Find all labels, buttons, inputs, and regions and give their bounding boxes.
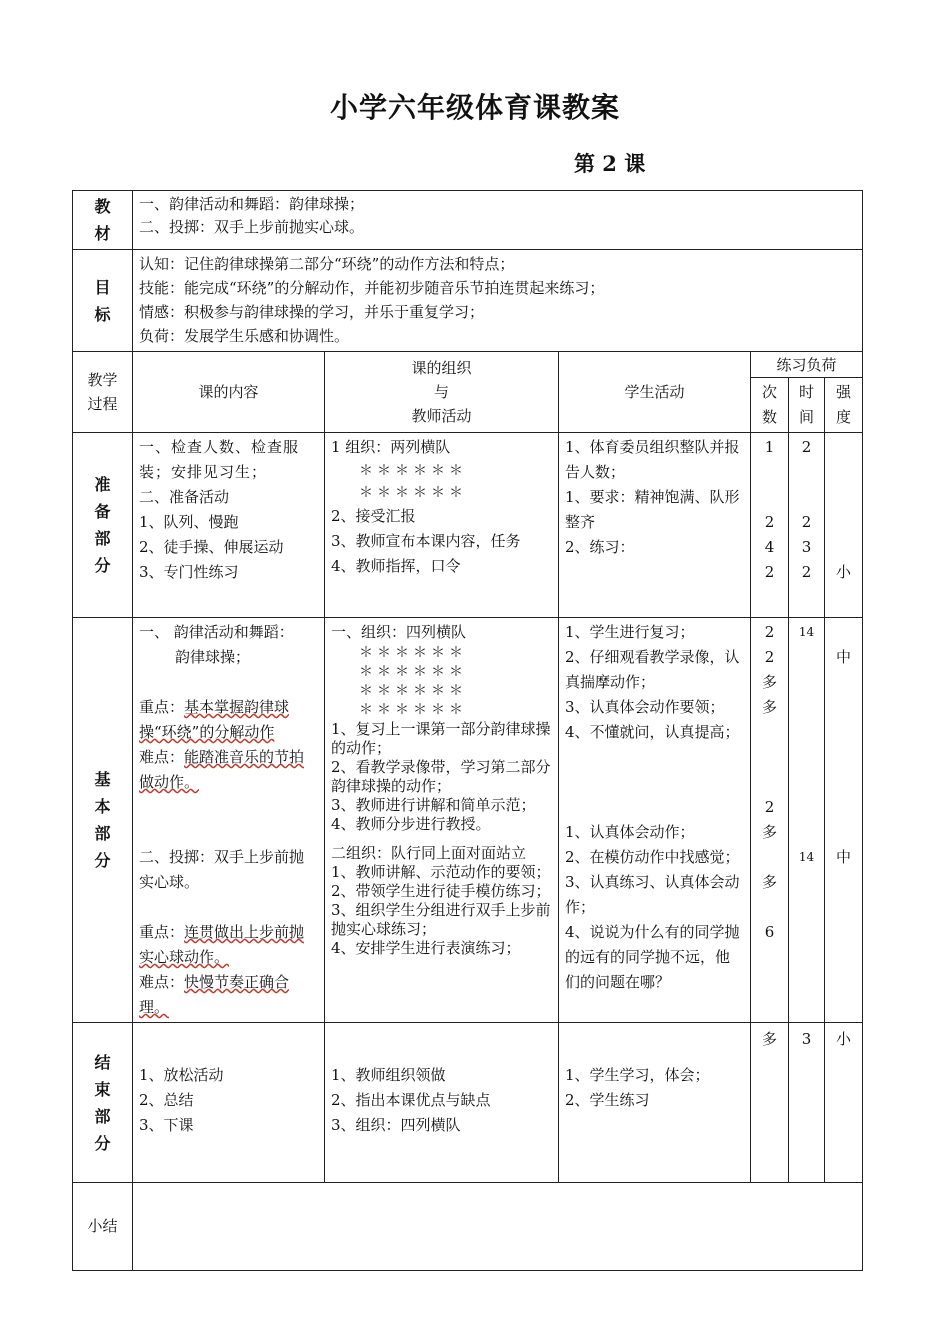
- prep-intensity: 小: [825, 433, 863, 618]
- org-line: 2、指出本课优点与缺点: [331, 1091, 491, 1109]
- prep-student-activity: [559, 433, 751, 618]
- content-line: 一、 韵律活动和舞蹈：: [139, 623, 294, 641]
- student-line: 1、要求：精神饱满、队形整齐: [565, 488, 740, 531]
- goal-label: 目 标: [73, 250, 133, 352]
- org-line: 1、复习上一课第一部分韵律球操的动作；: [331, 720, 551, 757]
- end-intensity: 小: [825, 1023, 863, 1183]
- header-duration: 时 间: [789, 378, 825, 433]
- basic-organization: [325, 618, 559, 1023]
- formation-stars: ＊＊＊＊＊＊: [359, 702, 467, 718]
- header-organization: 课的组织 与 教师活动: [325, 352, 559, 433]
- content-line: 1、队列、慢跑: [139, 513, 239, 531]
- student-line: 1、认真体会动作；: [565, 823, 695, 841]
- content-line: 一、检查人数、检查服装；安排见习生；: [139, 438, 300, 481]
- end-duration: 3: [789, 1023, 825, 1183]
- org-line: 1、教师讲解、示范动作的要领；: [331, 863, 551, 881]
- material-content: [133, 191, 863, 250]
- org-line: 3、组织：四列横队: [331, 1116, 461, 1134]
- difficulty-a: 难点：能踏准音乐的节拍做动作。: [139, 748, 305, 791]
- header-row: [73, 352, 863, 378]
- difficulty-b: 难点：快慢节奏正确合理。: [139, 973, 290, 1016]
- end-section-label: 结 束 部 分: [73, 1023, 133, 1183]
- goal-content: [133, 250, 863, 352]
- student-line: 3、认真体会动作要领；: [565, 698, 725, 716]
- basic-content: [133, 618, 325, 1023]
- org-line: 4、教师分步进行教授。: [331, 815, 491, 833]
- org-line: 1 组织：两列横队: [331, 438, 451, 456]
- goal-row: [73, 250, 863, 352]
- basic-section-label: 基 本 部 分: [73, 618, 133, 1023]
- org-line: 2、看教学录像带，学习第二部分韵律球操的动作；: [331, 758, 551, 795]
- page-title: 小学六年级体育课教案: [329, 91, 620, 124]
- goal-line: 情感：积极参与韵律球操的学习，并乐于重复学习；: [139, 303, 485, 321]
- prep-times: 1 2 4 2: [751, 433, 789, 618]
- student-line: 2、学生练习: [565, 1091, 650, 1109]
- content-line: 2、总结: [139, 1091, 194, 1109]
- student-line: 2、仔细观看教学录像，认真揣摩动作；: [565, 648, 740, 691]
- basic-times: 2 2 多 多 2 多 多 6: [751, 618, 789, 1023]
- basic-student-activity: [559, 618, 751, 1023]
- content-line: 二、投掷：双手上步前抛实心球。: [139, 848, 305, 891]
- goal-line: 负荷：发展学生乐感和协调性。: [139, 327, 350, 345]
- goal-line: 认知：记住韵律球操第二部分“环绕”的动作方法和特点；: [139, 255, 515, 273]
- header-load: 练习负荷: [751, 352, 863, 378]
- content-line: 二、准备活动: [139, 488, 230, 506]
- student-line: 1、学生学习，体会；: [565, 1066, 710, 1084]
- material-line: 一、韵律活动和舞蹈：韵律球操；: [139, 195, 365, 213]
- org-line: 二组织：队行同上面对面站立: [331, 844, 527, 862]
- header-intensity: 强 度: [825, 378, 863, 433]
- student-line: 4、不懂就问，认真提高；: [565, 723, 740, 741]
- summary-content: [133, 1183, 863, 1271]
- lesson-number: 第 2 课: [574, 151, 646, 176]
- prep-section-row: [73, 433, 863, 618]
- org-line: 4、安排学生进行表演练习；: [331, 939, 521, 957]
- header-times: 次 数: [751, 378, 789, 433]
- student-line: 2、在模仿动作中找感觉；: [565, 848, 740, 866]
- goal-line: 技能：能完成“环绕”的分解动作，并能初步随音乐节拍连贯起来练习；: [139, 279, 605, 297]
- prep-section-label: 准 备 部 分: [73, 433, 133, 618]
- student-line: 1、学生进行复习；: [565, 623, 695, 641]
- prep-organization: [325, 433, 559, 618]
- student-line: 3、认真练习、认真体会动作；: [565, 873, 740, 916]
- content-line: 2、徒手操、伸展运动: [139, 538, 284, 556]
- basic-section-row: [73, 618, 863, 1023]
- content-line: 韵律球操；: [175, 648, 251, 666]
- end-content: [133, 1023, 325, 1183]
- content-line: 3、下课: [139, 1116, 194, 1134]
- summary-row: [73, 1183, 863, 1271]
- key-point-b: 重点：连贯做出上步前抛实心球动作。: [139, 923, 305, 966]
- header-process: 教学 过程: [73, 352, 133, 433]
- end-times: 多: [751, 1023, 789, 1183]
- student-line: 1、体育委员组织整队并报告人数；: [565, 438, 740, 481]
- material-label: 教 材: [73, 191, 133, 250]
- org-line: 2、带领学生进行徒手模仿练习；: [331, 882, 551, 900]
- org-line: 1、教师组织领做: [331, 1066, 446, 1084]
- material-line: 二、投掷：双手上步前抛实心球。: [139, 218, 365, 236]
- formation-stars: ＊＊＊＊＊＊: [359, 683, 467, 699]
- basic-intensity: 中 中: [825, 618, 863, 1023]
- formation-stars: ＊＊＊＊＊＊: [359, 664, 467, 680]
- formation-stars: ＊＊＊＊＊＊: [359, 645, 467, 661]
- prep-content: [133, 433, 325, 618]
- org-line: 3、教师宣布本课内容，任务: [331, 532, 521, 550]
- summary-label: 小结: [73, 1183, 133, 1271]
- key-point-a: 重点：基本掌握韵律球操“环绕”的分解动作: [139, 698, 290, 741]
- end-student-activity: [559, 1023, 751, 1183]
- content-line: 3、专门性练习: [139, 563, 239, 581]
- end-section-row: [73, 1023, 863, 1183]
- basic-duration: 14 14: [789, 618, 825, 1023]
- material-row: [73, 191, 863, 250]
- header-student-activity: 学生活动: [559, 352, 751, 433]
- org-line: 3、教师进行讲解和简单示范；: [331, 796, 536, 814]
- org-line: 3、组织学生分组进行双手上步前抛实心球练习；: [331, 901, 551, 938]
- formation-stars: ＊＊＊＊＊＊: [359, 463, 467, 479]
- end-organization: [325, 1023, 559, 1183]
- student-line: 2、练习：: [565, 538, 635, 556]
- org-line: 一、组织：四列横队: [331, 623, 467, 641]
- prep-duration: 2 2 3 2: [789, 433, 825, 618]
- org-line: 4、教师指挥，口令: [331, 557, 461, 575]
- student-line: 4、说说为什么有的同学抛的远有的同学抛不远，他们的问题在哪？: [565, 923, 740, 991]
- formation-stars: ＊＊＊＊＊＊: [359, 485, 467, 501]
- content-line: 1、放松活动: [139, 1066, 224, 1084]
- header-content: 课的内容: [133, 352, 325, 433]
- lesson-plan-table: [72, 190, 863, 1271]
- org-line: 2、接受汇报: [331, 507, 416, 525]
